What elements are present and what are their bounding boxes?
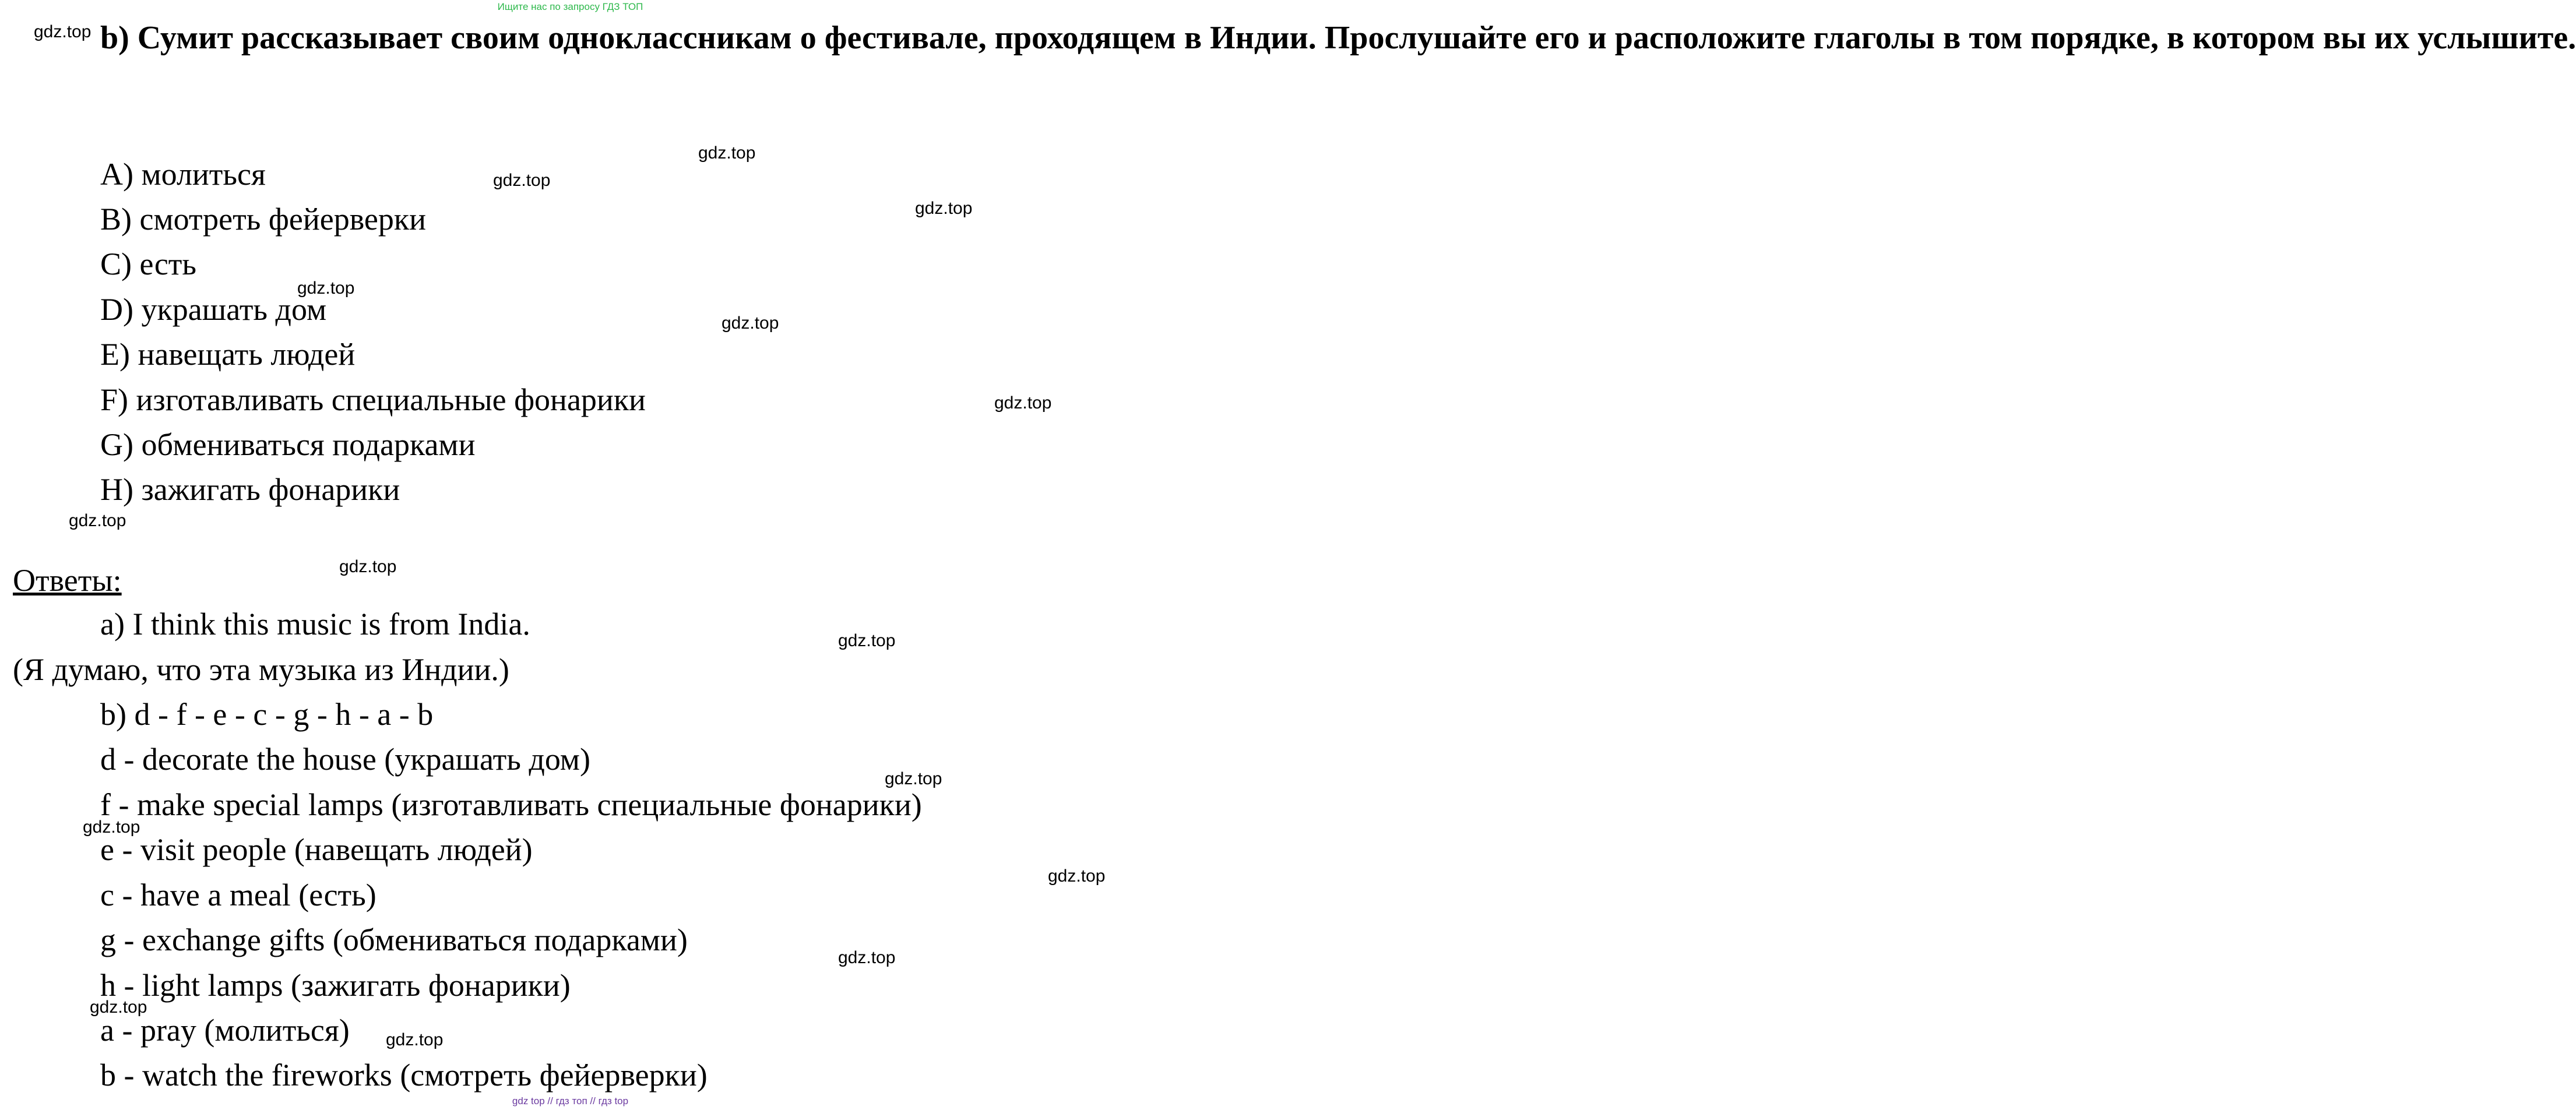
watermark: gdz.top [838, 631, 896, 650]
option-c: C) есть [100, 246, 197, 281]
option-g: G) обмениваться подарками [100, 427, 476, 462]
watermark: gdz.top [34, 22, 92, 41]
answers-heading: Ответы: [13, 563, 122, 598]
option-h: H) зажигать фонарики [100, 472, 400, 507]
watermark: gdz.top [90, 998, 147, 1017]
watermark: gdz.top [1048, 866, 1106, 886]
watermark: gdz.top [386, 1030, 444, 1049]
option-b: B) смотреть фейерверки [100, 202, 426, 237]
watermark: gdz.top [885, 769, 942, 788]
watermark: gdz.top [915, 199, 973, 218]
bottom-banner: gdz top // гдз топ // гдз top [512, 1095, 629, 1107]
option-d: D) украшать дом [100, 292, 327, 327]
answer-item-g: g - exchange gifts (обмениваться подарками) [100, 922, 688, 957]
watermark: gdz.top [994, 393, 1052, 413]
watermark: gdz.top [339, 557, 397, 576]
option-f: F) изготавливать специальные фонарики [100, 382, 646, 417]
watermark: gdz.top [83, 817, 140, 837]
answer-item-f: f - make special lamps (изготавливать специальные фонарики) [100, 787, 922, 822]
option-e: E) навещать людей [100, 337, 356, 372]
answer-item-b: b - watch the fireworks (смотреть фейерверки) [100, 1058, 708, 1093]
answer-a: a) I think this music is from India. [100, 607, 530, 642]
watermark: gdz.top [838, 948, 896, 967]
watermark: gdz.top [69, 511, 126, 530]
watermark: gdz.top [297, 279, 355, 298]
watermark: gdz.top [698, 143, 756, 163]
option-a: A) молиться [100, 157, 266, 192]
answer-item-c: c - have a meal (есть) [100, 878, 376, 912]
answer-item-h: h - light lamps (зажигать фонарики) [100, 968, 571, 1003]
answer-item-a: a - pray (молиться) [100, 1013, 350, 1048]
task-text: b) Сумит рассказывает своим одноклассникам о фестивале, проходящем в Индии. Прослушайте его и расположите глаголы в том порядке, в котором вы их услышите. [100, 20, 2576, 56]
watermark: gdz.top [493, 171, 551, 190]
answer-item-e: e - visit people (навещать людей) [100, 832, 533, 867]
watermark: gdz.top [722, 313, 779, 333]
answer-item-d: d - decorate the house (украшать дом) [100, 742, 590, 777]
answer-a-translation: (Я думаю, что эта музыка из Индии.) [13, 652, 509, 687]
answer-b-order: b) d - f - e - c - g - h - a - b [100, 697, 434, 732]
task-instruction [13, 15, 2576, 61]
top-banner: Ищите нас по запросу ГДЗ ТОП [497, 1, 643, 12]
